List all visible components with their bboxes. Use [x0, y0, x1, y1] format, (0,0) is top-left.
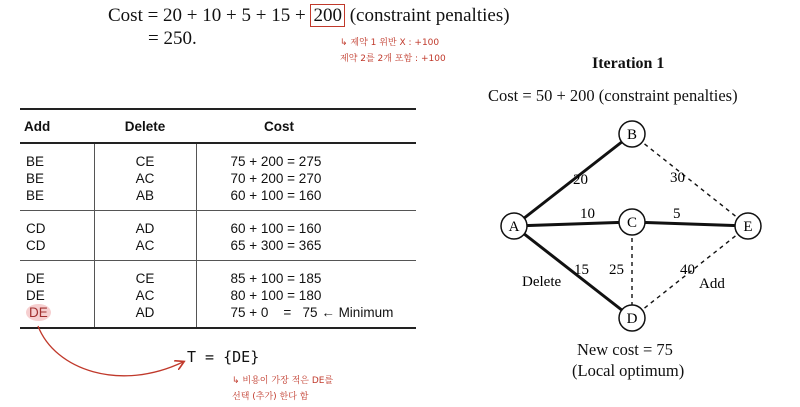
cell-add: BE [26, 171, 45, 186]
edge-label-be: 30 [670, 170, 685, 186]
header-delete: Delete [94, 109, 196, 143]
cell-cost: 60 + 100 = 160 [196, 187, 416, 211]
svg-text:E: E [743, 219, 753, 235]
cell-add: DE [26, 271, 45, 286]
cell-delete: AC [94, 170, 196, 187]
cost-formula-prefix: Cost = 20 + 10 + 5 + 15 + [108, 5, 311, 26]
cell-add: CD [20, 237, 94, 261]
penalty-boxed-value: 200 [310, 4, 345, 27]
edge-be [632, 134, 748, 226]
cell-delete: AB [94, 187, 196, 211]
handwritten-note-4: 선택 (추가) 한다 함 [232, 392, 309, 402]
svg-text:A: A [508, 219, 520, 235]
result-set: T = {DE} [187, 348, 260, 366]
cell-cost: 85 + 100 = 185 [196, 261, 416, 288]
edge-label-ce: 5 [673, 206, 681, 222]
add-label: Add [699, 276, 725, 292]
edge-label-ad: 15 [574, 262, 589, 278]
cell-cost: 80 + 100 = 180 [196, 287, 416, 304]
cell-cost: 60 + 100 = 160 [196, 211, 416, 238]
cell-delete: AD [94, 211, 196, 238]
cell-delete: CE [94, 261, 196, 288]
cell-cost-minimum: 75 + 0 = 75 ← Minimum [196, 304, 416, 328]
cell-delete: CE [94, 143, 196, 170]
delete-label: Delete [522, 274, 562, 290]
edge-label-de: 40 [680, 262, 695, 278]
node-c [619, 209, 645, 235]
edge-label-cd: 25 [609, 262, 624, 278]
cost-formula-suffix: (constraint penalties) [344, 5, 510, 26]
cell-delete: AD [94, 304, 196, 328]
svg-text:B: B [626, 127, 638, 143]
cost-formula-line2: = 250. [148, 28, 197, 49]
cell-cost: 75 + 200 = 275 [196, 143, 416, 170]
highlighted-de: DE [26, 304, 51, 321]
edge-ce [632, 222, 748, 226]
node-e [735, 213, 761, 239]
cell-add: CD [26, 221, 46, 236]
header-cost: Cost [196, 109, 416, 143]
annotation-arrow [38, 326, 183, 376]
cell-add: BE [20, 187, 94, 211]
node-b [619, 121, 645, 147]
iteration-title: Iteration 1 [592, 55, 665, 72]
cell-delete: AC [94, 237, 196, 261]
header-add: Add [20, 109, 94, 143]
cell-cost: 65 + 300 = 365 [196, 237, 416, 261]
node-a [501, 213, 527, 239]
svg-text:D: D [626, 311, 638, 327]
new-cost-label: New cost = 75 [577, 340, 673, 359]
edge-ac [514, 222, 632, 226]
handwritten-note-3: ↳ 비용이 가장 적은 DE를 [232, 376, 334, 386]
cell-cost: 70 + 200 = 270 [196, 170, 416, 187]
cell-delete: AC [94, 287, 196, 304]
cell-add: BE [26, 154, 45, 169]
svg-text:C: C [626, 215, 638, 231]
iteration-cost: Cost = 50 + 200 (constraint penalties) [488, 86, 738, 105]
handwritten-note-1: ↳ 제약 1 위반 X : +100 [340, 38, 440, 48]
edge-label-ac: 10 [580, 206, 595, 222]
local-optimum-label: (Local optimum) [572, 361, 685, 380]
edge-label-ab: 20 [573, 172, 588, 188]
node-d [619, 305, 645, 331]
handwritten-note-2: 제약 2를 2개 포함 : +100 [340, 54, 446, 64]
cell-add: DE [26, 288, 45, 303]
